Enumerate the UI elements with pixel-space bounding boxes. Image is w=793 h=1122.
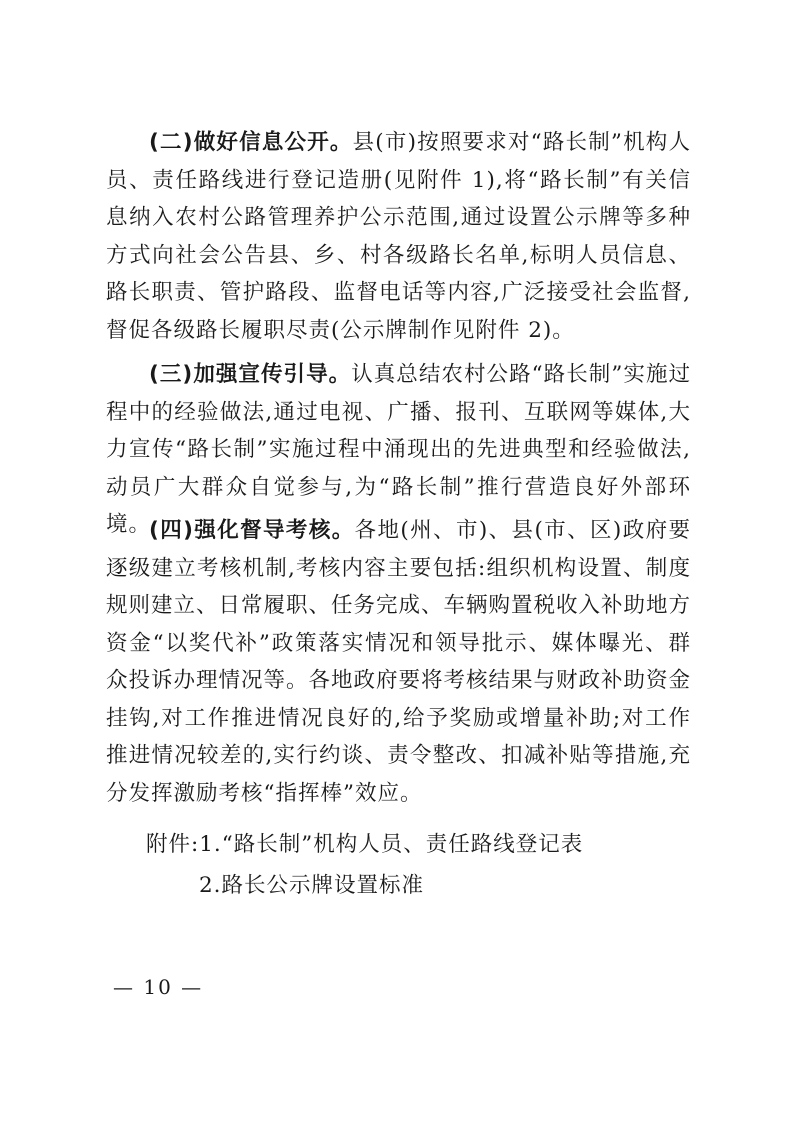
paragraph-information-disclosure	[106, 124, 691, 349]
page-number: — 10 —	[113, 975, 204, 999]
paragraph-text: 县(市)按照要求对“路长制”机构人员、责任路线进行登记造册(见附件 1),将“路长制”有关信息纳入农村公路管理养护公示范围,通过设置公示牌等多种方式向社会公告县、乡、村各级路长名单,标明人员信息、路长职责、管护路段、监督电话等内容,广泛接受社会监督,督促各级路长履职尽责(公示牌制作见附件 2)。	[106, 130, 691, 343]
paragraph-text: 认真总结农村公路“路长制”实施过程中的经验做法,通过电视、广播、报刊、互联网等媒体,大力宣传“路长制”实施过程中涌现出的先进典型和经验做法,动员广大群众自觉参与,为“路长制”推行营造良好外部环境。	[106, 362, 692, 537]
attachment-item-1: 附件:1.“路长制”机构人员、责任路线登记表	[146, 832, 584, 857]
section-heading: (三)加强宣传引导。	[149, 362, 352, 387]
paragraph-supervision	[106, 512, 691, 812]
section-heading: (二)做好信息公开。	[149, 130, 353, 155]
attachment-item-2: 2.路长公示牌设置标准	[199, 873, 425, 898]
paragraph-text: 各地(州、市)、县(市、区)政府要逐级建立考核机制,考核内容主要包括:组织机构设置、制度规则建立、日常履职、任务完成、车辆购置税收入补助地方资金“以奖代补”政策落实情况和领导批示、媒体曝光、群众投诉办理情况等。各地政府要将考核结果与财政补助资金挂钩,对工作推进情况良好的,给予奖励或增量补助;对工作推进情况较差的,实行约谈、责令整改、扣减补贴等措施,充分发挥激励考核“指挥棒”效应。	[106, 518, 692, 806]
section-heading: (四)强化督导考核。	[149, 518, 355, 543]
